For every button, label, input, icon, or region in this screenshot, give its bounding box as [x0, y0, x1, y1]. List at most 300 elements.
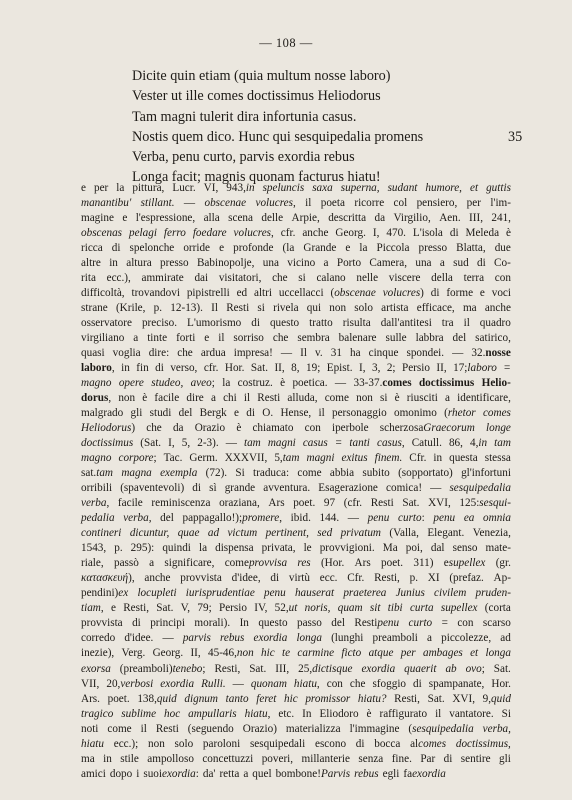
commentary-word: alla — [203, 212, 220, 225]
commentary-line — [81, 376, 511, 391]
commentary-word: dopo — [109, 767, 133, 780]
commentary-word: paroloni — [202, 737, 241, 750]
verse-block — [132, 66, 532, 188]
commentary-word: abbia — [329, 467, 355, 480]
commentary-word: victum — [227, 527, 258, 540]
commentary-word: altura — [126, 257, 152, 270]
commentary-word: subito — [362, 467, 390, 480]
commentary-word: materializza — [285, 722, 341, 735]
commentary-word: casus, — [376, 437, 405, 450]
commentary-line — [81, 677, 511, 692]
commentary-word: (sopportato) — [398, 467, 453, 480]
commentary-word: riale, — [81, 557, 104, 570]
commentary-word: 311) — [413, 557, 434, 570]
commentary-word: VI, — [203, 182, 219, 194]
commentary-word: supellex — [440, 602, 478, 615]
commentary-word: rebus — [219, 632, 245, 645]
commentary-word: le — [303, 542, 312, 555]
commentary-word: di — [155, 362, 164, 375]
commentary-word: vicino — [287, 257, 316, 270]
commentary-word: sorriso — [233, 332, 264, 345]
commentary-word: sat.tam — [81, 467, 114, 480]
commentary-word: e — [234, 407, 240, 420]
commentary-word: Eliodoro — [319, 707, 359, 720]
commentary-word: 5, — [181, 437, 191, 450]
commentary-word: satirico, — [475, 332, 511, 345]
commentary-word: del — [178, 407, 193, 420]
commentary-word: quadro — [479, 317, 511, 330]
commentary-word: (gr. — [495, 557, 511, 570]
commentary-word: hauserat — [294, 587, 335, 600]
commentary-word: che — [349, 677, 366, 690]
commentary-word: facile — [154, 392, 180, 405]
commentary-word: (seguendo — [187, 722, 234, 735]
commentary-word: Lucr. — [172, 182, 196, 194]
commentary-word: il — [463, 317, 470, 330]
commentary-word: 295): — [130, 542, 155, 555]
commentary-word: dorus, — [81, 392, 112, 405]
commentary-word: trovandovi — [131, 287, 180, 300]
commentary-word: L'umorismo — [187, 317, 242, 330]
commentary-word: significare, — [164, 557, 215, 570]
commentary-line — [81, 526, 511, 541]
commentary-word: II, — [274, 362, 285, 375]
commentary-word: due — [494, 242, 511, 255]
commentary-word: 470. — [386, 227, 406, 240]
commentary-word: retta — [219, 767, 240, 780]
commentary-line — [81, 571, 511, 586]
commentary-word: bocca — [374, 737, 401, 750]
commentary-word: — — [334, 377, 347, 390]
commentary-word: mate- — [485, 542, 511, 555]
commentary-word: curta — [409, 602, 434, 615]
commentary-block — [81, 181, 511, 782]
commentary-line — [81, 421, 511, 436]
commentary-word: esupellex — [443, 557, 486, 570]
commentary-word: il — [140, 722, 147, 735]
commentary-word: sesquipedali — [249, 737, 306, 750]
commentary-word: provvista — [81, 617, 123, 630]
commentary-word: passo — [296, 617, 322, 630]
commentary-word: manantibu' — [81, 197, 132, 210]
commentary-word: In — [302, 707, 312, 720]
commentary-word: si — [257, 302, 265, 315]
commentary-word: comes — [482, 407, 511, 420]
commentary-word: cinque — [368, 347, 399, 360]
commentary-word: di — [477, 257, 486, 270]
commentary-line — [81, 436, 511, 451]
commentary-word: e — [122, 212, 128, 225]
commentary-word: di — [413, 677, 422, 690]
commentary-word: ad — [207, 527, 220, 540]
commentary-word: locupleti — [137, 587, 177, 600]
commentary-word: feret — [256, 692, 277, 705]
commentary-word: speluncis — [262, 182, 305, 194]
commentary-word: p. — [409, 572, 418, 585]
commentary-word: facile — [117, 497, 143, 510]
commentary-word: passò — [113, 557, 139, 570]
commentary-word: non — [329, 302, 347, 315]
commentary-word: come — [297, 467, 322, 480]
commentary-word: Persio — [401, 362, 430, 375]
commentary-word: ecc.); — [113, 737, 139, 750]
commentary-word: et — [470, 647, 479, 660]
commentary-word: ricca — [81, 242, 103, 255]
commentary-word: = — [441, 617, 448, 630]
commentary-word: magni — [267, 437, 296, 450]
commentary-word: studi — [149, 407, 172, 420]
commentary-word: faexordia — [403, 767, 446, 780]
commentary-word: Si — [501, 707, 511, 720]
commentary-word: si — [380, 392, 388, 405]
commentary-word: 1543, — [81, 542, 107, 555]
commentary-word: 32.nosse — [471, 347, 511, 360]
commentary-word: strane — [81, 302, 108, 315]
commentary-word: corredo — [81, 632, 116, 645]
commentary-word: = — [334, 437, 343, 450]
commentary-word: longa — [485, 647, 511, 660]
commentary-word: longe — [486, 422, 511, 435]
commentary-word: 125:sesqui- — [459, 497, 511, 510]
commentary-word: pendini)ex — [81, 587, 129, 600]
commentary-word: Ap- — [493, 572, 511, 585]
verse-line: Dicite quin etiam (quia multum nosse laboro) — [132, 68, 391, 84]
commentary-word: opere — [118, 377, 144, 390]
commentary-word: v. — [315, 347, 323, 360]
commentary-word: finem. — [374, 452, 403, 465]
commentary-word: quae — [177, 527, 200, 540]
commentary-word: descritta — [328, 212, 367, 225]
commentary-word: 19; — [306, 362, 321, 375]
commentary-word: a — [149, 557, 155, 570]
commentary-word: spelonche — [129, 242, 175, 255]
commentary-word: Blatta, — [456, 242, 486, 255]
commentary-word: (Krile, — [115, 302, 146, 315]
commentary-line — [81, 391, 511, 406]
commentary-word: dall'antitesi — [380, 317, 432, 330]
commentary-word: del — [452, 332, 467, 345]
commentary-word: — — [232, 677, 244, 690]
commentary-word: che — [146, 422, 162, 435]
verse-line-text: Nostis quem dico. Hunc qui sesquipedalia promens — [132, 128, 424, 145]
commentary-word: e — [110, 602, 116, 615]
commentary-word: sfoggio — [372, 677, 407, 690]
commentary-word: volucres, — [255, 197, 296, 210]
commentary-word: di — [443, 752, 453, 765]
commentary-word: pensiero, — [416, 197, 458, 210]
commentary-word: curto: — [398, 512, 425, 525]
commentary-word: bombone!Parvis — [275, 767, 351, 780]
commentary-line — [81, 181, 511, 196]
commentary-word: exordia — [253, 632, 288, 645]
commentary-word: qui — [306, 302, 322, 315]
commentary-word: — — [183, 197, 196, 210]
commentary-word: anche — [484, 302, 511, 315]
commentary-word: studeo, — [151, 377, 184, 390]
commentary-line — [81, 767, 511, 782]
commentary-word: in — [103, 752, 112, 765]
commentary-word: Elegant. — [427, 527, 465, 540]
commentary-word: poveri, — [261, 752, 294, 765]
commentary-line — [81, 556, 511, 571]
commentary-word: 25,dictisque — [298, 662, 353, 675]
commentary-word: hiatu, — [293, 677, 320, 690]
commentary-word: verso, — [170, 362, 198, 375]
commentary-word: superna, — [340, 182, 380, 194]
commentary-word: come — [324, 392, 349, 405]
commentary-word: i — [136, 767, 140, 780]
commentary-word: 943,in — [226, 182, 255, 194]
commentary-word: tragico — [81, 707, 114, 720]
commentary-word: Georg. — [152, 647, 184, 660]
commentary-line — [81, 301, 511, 316]
commentary-word: dai — [194, 272, 209, 285]
commentary-word: presso — [160, 257, 189, 270]
commentary-word: con — [304, 422, 321, 435]
commentary-word: cfr. — [203, 362, 219, 375]
commentary-word: spondei. — [406, 347, 445, 360]
commentary-word: pertinent, — [265, 527, 309, 540]
commentary-word: impresa! — [233, 347, 273, 360]
commentary-word: 2-3). — [197, 437, 219, 450]
commentary-word: a — [439, 257, 445, 270]
commentary-word: iurisprudentiae — [185, 587, 255, 600]
commentary-word: verba, — [123, 512, 152, 525]
commentary-word: Catull. — [411, 437, 442, 450]
commentary-word: aveo; — [190, 377, 215, 390]
commentary-word: Resti — [370, 497, 394, 510]
commentary-word: a — [427, 632, 432, 645]
commentary-word: res — [297, 557, 311, 570]
commentary-word: III, — [469, 212, 483, 225]
commentary-line — [81, 316, 511, 331]
commentary-word: hiatu? — [357, 692, 387, 705]
commentary-word: amici — [81, 767, 106, 780]
commentary-line — [81, 692, 511, 707]
commentary-word: Si — [235, 467, 245, 480]
commentary-word: con — [326, 677, 343, 690]
commentary-word: Il — [300, 347, 307, 360]
commentary-word: hiatu — [81, 737, 104, 750]
commentary-word: difficoltà, — [81, 287, 125, 300]
commentary-word: Sat. — [402, 497, 420, 510]
commentary-word: e — [219, 242, 225, 255]
commentary-word: nelle — [356, 272, 379, 285]
commentary-word: tratto — [309, 317, 333, 330]
commentary-word: sulle — [385, 332, 407, 345]
commentary-word: Camera, — [369, 257, 408, 270]
commentary-word: Resti — [155, 722, 179, 735]
commentary-word: inezie), — [81, 647, 115, 660]
commentary-word: una — [262, 257, 279, 270]
commentary-word: 144. — [319, 512, 340, 525]
commentary-word: è — [366, 707, 372, 720]
commentary-word: XI — [427, 572, 440, 585]
commentary-word: in — [433, 452, 443, 465]
verse-line — [132, 127, 532, 147]
commentary-word: poi, — [405, 542, 423, 555]
commentary-word: senza — [358, 752, 384, 765]
commentary-word: — — [347, 512, 359, 525]
commentary-word: carmine — [297, 647, 335, 660]
commentary-word: sentire — [460, 752, 491, 765]
commentary-word: 79; — [197, 602, 212, 615]
commentary-word: 4,in — [469, 437, 488, 450]
commentary-word: a — [133, 332, 139, 345]
commentary-word: Bergk — [199, 407, 227, 420]
commentary-word: per — [466, 197, 481, 210]
commentary-word: sit — [369, 602, 381, 615]
commentary-word: tibi — [387, 602, 403, 615]
commentary-word: 97 — [323, 497, 336, 510]
commentary-word: Sat. — [250, 362, 268, 375]
commentary-word: ibid. — [290, 512, 311, 525]
commentary-word: pappagallo!);promere, — [182, 512, 283, 525]
commentary-word: 52,ut — [274, 602, 298, 615]
commentary-word: orribili — [81, 482, 113, 495]
commentary-word: scena — [228, 212, 253, 225]
commentary-word: ambages — [422, 647, 463, 660]
commentary-word: Hense, — [280, 407, 312, 420]
commentary-word: che — [272, 332, 289, 345]
commentary-word: Helio- — [481, 377, 511, 390]
commentary-word: di — [111, 242, 121, 255]
commentary-word: privata, — [261, 542, 296, 555]
commentary-word: quam — [337, 602, 363, 615]
commentary-line — [81, 361, 511, 376]
commentary-word: longa — [296, 632, 322, 645]
commentary-word: L'isola — [412, 227, 443, 240]
commentary-word: verba, — [81, 497, 110, 510]
commentary-word: costruz. — [237, 377, 273, 390]
commentary-word: sembra — [297, 332, 330, 345]
commentary-word: exempla — [160, 467, 198, 480]
commentary-word: d'idee, — [231, 572, 261, 585]
commentary-word: egli — [382, 767, 400, 780]
commentary-word: si — [298, 272, 306, 285]
commentary-word: curto — [408, 617, 433, 630]
commentary-word: quel — [252, 767, 272, 780]
commentary-word: XXXVII, — [224, 452, 268, 465]
commentary-word: ovo; — [465, 662, 485, 675]
commentary-word: voglia — [112, 347, 141, 360]
commentary-word: Porto — [336, 257, 362, 270]
commentary-word: Tac. — [163, 452, 183, 465]
commentary-word: l'immagine — [349, 722, 400, 735]
commentary-word: quaerit — [404, 662, 437, 675]
commentary-word: magine — [81, 212, 114, 225]
commentary-word: — — [430, 482, 442, 495]
commentary-line — [81, 631, 511, 646]
commentary-word: il — [305, 197, 312, 210]
commentary-word: Sat. — [493, 662, 511, 675]
commentary-word: foedare — [192, 227, 227, 240]
commentary-word: ha — [350, 347, 361, 360]
commentary-word: il — [218, 332, 225, 345]
commentary-word: Virgilio, — [393, 212, 431, 225]
commentary-word: visitatori, — [218, 272, 262, 285]
commentary-word: Sat. — [427, 692, 445, 705]
commentary-word: delle — [261, 212, 284, 225]
commentary-word: Resti — [226, 302, 250, 315]
commentary-word: Hor. — [224, 362, 245, 375]
commentary-word: di — [430, 287, 440, 300]
commentary-word: stillant. — [140, 197, 175, 210]
commentary-word: In — [239, 617, 249, 630]
commentary-word: doctissimus — [418, 377, 475, 390]
commentary-word: preamboli — [372, 632, 418, 645]
commentary-word: tam — [494, 437, 511, 450]
commentary-word: uccellacci — [278, 287, 324, 300]
commentary-word: Orazio) — [242, 722, 277, 735]
commentary-word: poeta — [320, 197, 345, 210]
commentary-word: provvista — [180, 572, 222, 585]
commentary-word: del — [160, 512, 174, 525]
commentary-word: 45-46,non — [208, 647, 254, 660]
commentary-word: oraziana, — [219, 497, 260, 510]
commentary-word: hic — [261, 647, 275, 660]
commentary-word: doctissimus, — [455, 737, 511, 750]
commentary-word: Il — [211, 302, 218, 315]
commentary-word: concettuzzi — [202, 752, 254, 765]
commentary-word: il — [243, 392, 251, 405]
commentary-word: che — [177, 347, 193, 360]
commentary-word: vantatore. — [449, 707, 494, 720]
commentary-word: p. — [153, 302, 163, 315]
commentary-word: senso — [452, 542, 478, 555]
commentary-word: (corta — [484, 602, 511, 615]
commentary-word: quonam — [250, 677, 287, 690]
commentary-word: artista — [381, 302, 409, 315]
commentary-word: provvigioni. — [319, 542, 375, 555]
commentary-word: Aen. — [439, 212, 461, 225]
commentary-word: iperbole — [331, 422, 369, 435]
commentary-word: (Sat. — [140, 437, 162, 450]
commentary-word: con — [494, 272, 511, 285]
commentary-word: non — [148, 737, 165, 750]
commentary-line — [81, 586, 511, 601]
commentary-word: Resti, — [394, 692, 420, 705]
commentary-word: etc. — [278, 707, 295, 720]
commentary-word: et — [469, 182, 479, 194]
commentary-word: scherzosaGraecorum — [379, 422, 475, 435]
commentary-word: col — [393, 197, 408, 210]
commentary-word: voci — [491, 287, 511, 300]
commentary-word: poetica. — [292, 377, 328, 390]
commentary-word: sì — [209, 482, 217, 495]
commentary-word: Cfr. — [409, 452, 427, 465]
commentary-word: tam — [243, 437, 261, 450]
commentary-word: magni — [306, 452, 335, 465]
commentary-word: è — [236, 422, 242, 435]
commentary-word: virtù — [288, 572, 311, 585]
commentary-word: I, — [168, 437, 175, 450]
commentary-word: sublime — [121, 707, 157, 720]
commentary-word: rebus — [354, 767, 379, 780]
commentary-line — [81, 406, 511, 421]
commentary-word: Resti — [257, 392, 281, 405]
commentary-word: balenare — [338, 332, 377, 345]
commentary-word: per — [93, 182, 109, 194]
commentary-word: volucres, — [233, 227, 274, 240]
commentary-word: Junius — [395, 587, 425, 600]
commentary-word: della — [431, 272, 453, 285]
commentary-line — [81, 241, 511, 256]
commentary-word: (prefaz. — [449, 572, 484, 585]
commentary-word: 5,tam — [274, 452, 300, 465]
commentary-word: grande — [224, 482, 256, 495]
commentary-word: noris, — [304, 602, 331, 615]
